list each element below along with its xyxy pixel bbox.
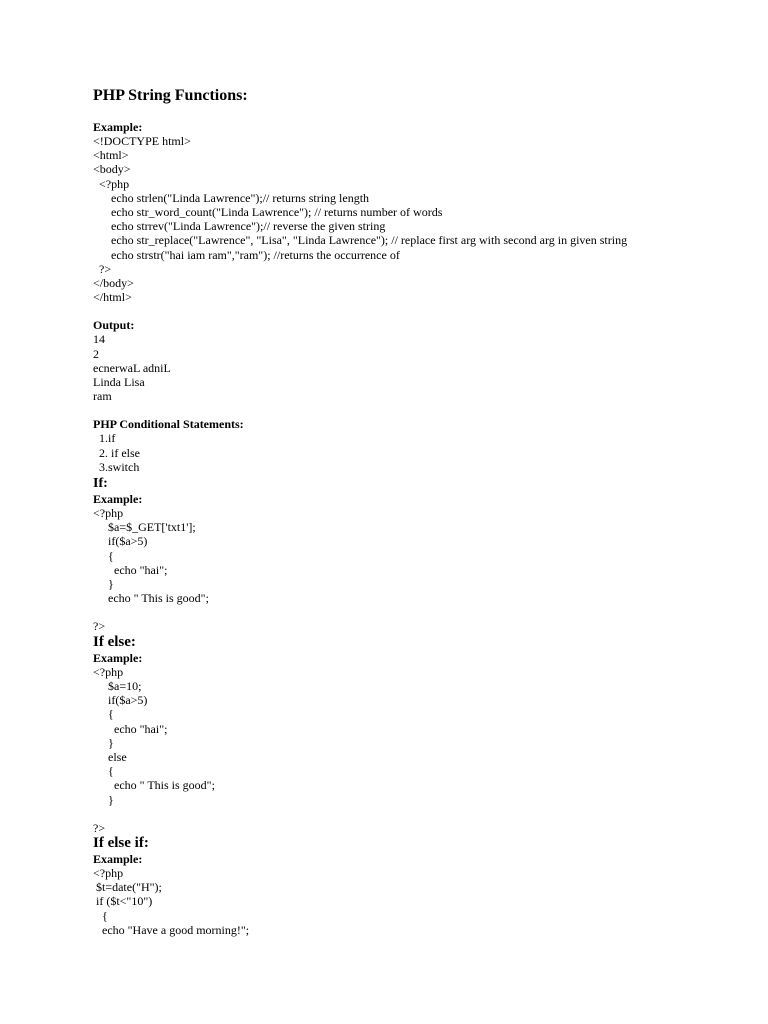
if-else-if-heading: If else if: [93,834,149,851]
conditional-list [93,431,733,474]
code-line: echo "hai"; [93,562,168,577]
output-label: Output: [93,318,135,333]
document-content [93,86,733,937]
code-line: } [93,735,114,750]
output-line: 2 [93,346,99,361]
code-line: if ($t<"10") [93,894,153,909]
list-item: 3.switch [93,459,140,474]
code-line: } [93,792,114,807]
code-line: <?php [93,664,124,679]
code-line: <?php [93,506,124,521]
code-line: ?> [93,261,112,276]
code-line: if($a>5) [93,693,148,708]
list-item: 2. if else [93,445,140,460]
if-else-example-label: Example: [93,650,143,665]
code-line: { [93,707,114,722]
code-line: echo strstr("hai iam ram","ram"); //returns the occurrence of [93,247,400,262]
output-lines [93,332,733,403]
code-line: echo "hai"; [93,721,168,736]
if-else-heading: If else: [93,633,136,650]
code-line: <!DOCTYPE html> [93,134,191,148]
code-line: $a=$_GET['txt1']; [93,520,196,535]
page-title: PHP String Functions: [93,87,248,104]
code-line: echo str_replace("Lawrence", "Lisa", "Linda Lawrence"); // replace first arg with second arg in given string [93,233,628,248]
output-line: ecnerwaL adniL [93,360,171,375]
code-line: echo strrev("Linda Lawrence");// reverse the given string [93,219,386,234]
output-line: ram [93,389,112,404]
code-line: <html> [93,148,129,163]
conditional-title: PHP Conditional Statements: [93,417,244,432]
code-line: echo " This is good"; [93,778,215,793]
code-line: $t=date("H"); [93,880,162,895]
code-line: } [93,577,114,592]
list-item: 1.if [93,431,116,446]
output-line: 14 [93,332,105,347]
code-line: <?php [93,176,130,191]
code-line: </body> [93,276,134,291]
if-else-if-example-label: Example: [93,851,143,866]
code-line: { [93,548,114,563]
code-line: </html> [93,290,132,305]
if-example-code [93,506,733,634]
if-heading: If: [93,476,108,492]
if-else-example-code [93,665,733,835]
code-line: ?> [93,820,106,835]
code-line: echo str_word_count("Linda Lawrence"); // returns number of words [93,205,443,220]
code-line: <body> [93,162,131,177]
if-example-label: Example: [93,492,143,507]
code-line: if($a>5) [93,534,148,549]
string-example-label: Example: [93,120,143,134]
code-line: echo strlen("Linda Lawrence");// returns string length [93,190,370,205]
code-line: else [93,749,127,764]
code-line: <?php [93,865,124,880]
code-line: echo " This is good"; [93,591,209,606]
code-line: { [93,764,114,779]
code-line: echo "Have a good morning!"; [93,922,250,937]
code-line: $a=10; [93,678,142,693]
string-example-code [93,134,733,304]
if-else-if-example-code [93,866,733,937]
code-line: ?> [93,619,106,634]
code-line: { [93,908,108,923]
output-line: Linda Lisa [93,375,145,390]
